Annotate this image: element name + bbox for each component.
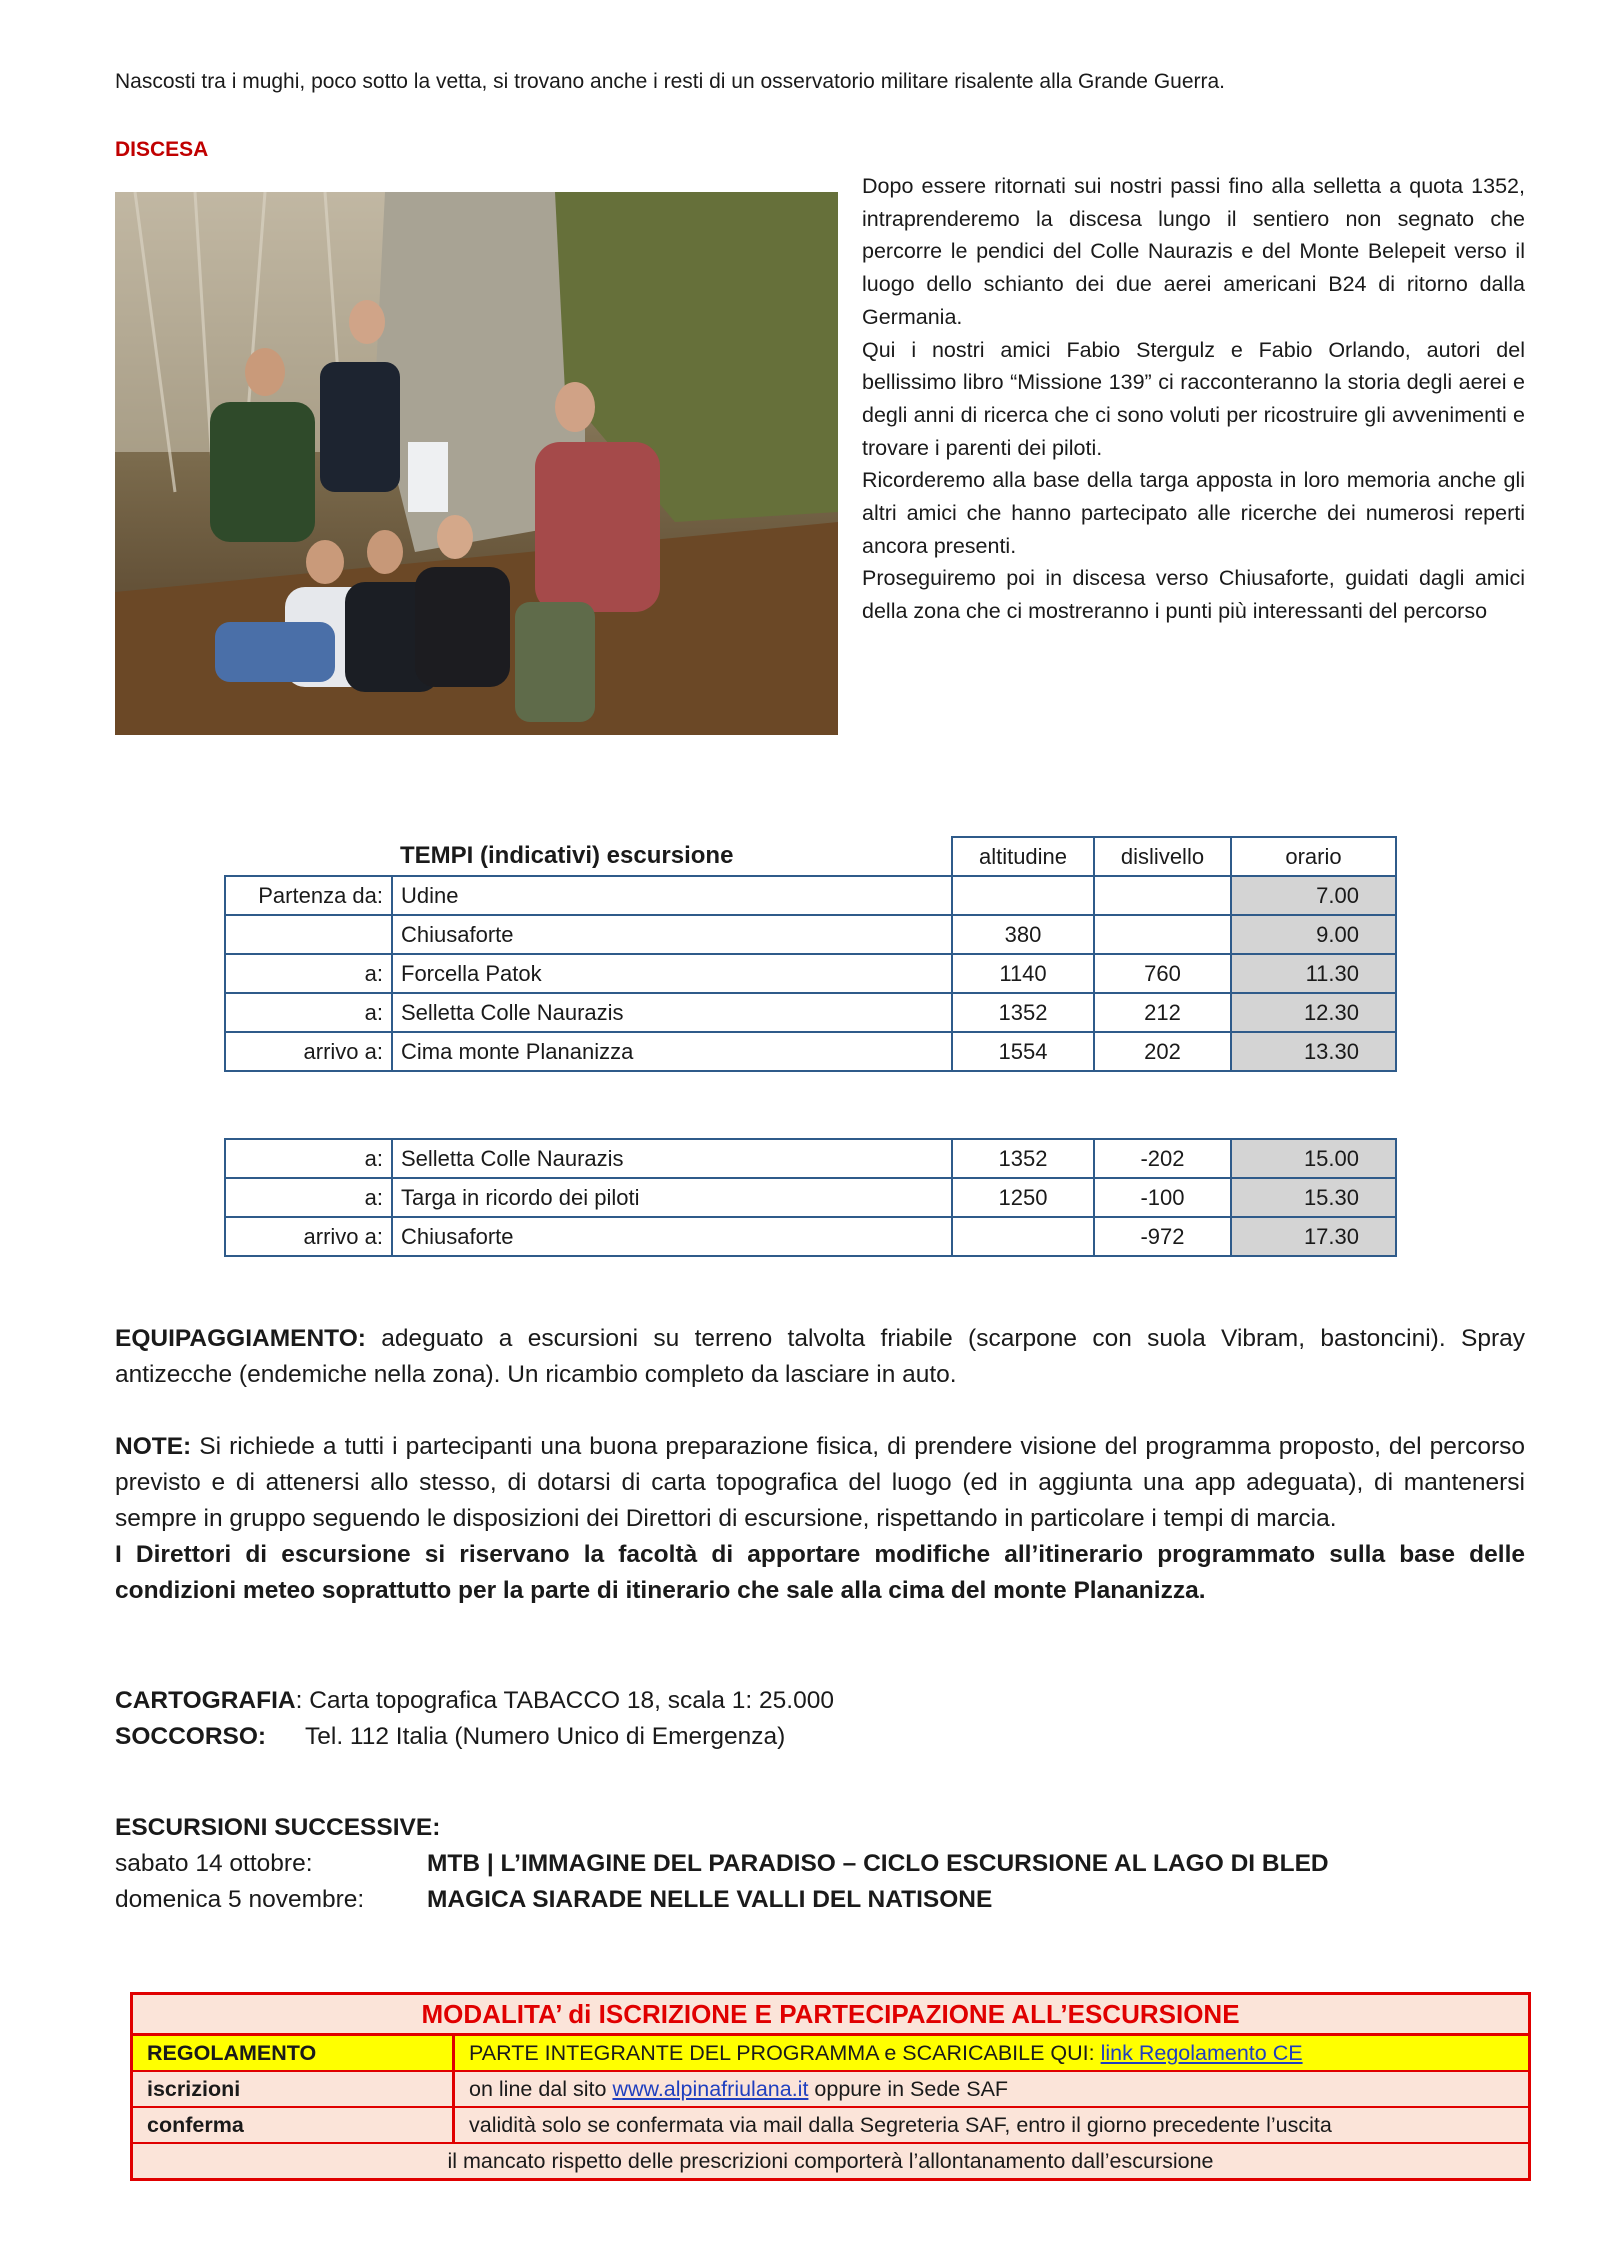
- row-location: Forcella Patok: [392, 954, 952, 993]
- row-altitudine: 1140: [952, 954, 1094, 993]
- iscrizione-footer: il mancato rispetto delle prescrizioni comporterà l’allontanamento dall’escursione: [447, 2149, 1214, 2173]
- iscrizioni-row: [133, 2072, 1528, 2108]
- row-orario: 15.30: [1231, 1178, 1396, 1217]
- row-location: Cima monte Plananizza: [392, 1032, 952, 1071]
- iscrizioni-value: [455, 2072, 1008, 2106]
- header-orario: orario: [1231, 837, 1396, 876]
- row-dislivello: [1094, 915, 1231, 954]
- table-row: [225, 1217, 1396, 1256]
- group-photo-image: [115, 192, 838, 735]
- iscrizione-box: [130, 1992, 1531, 2181]
- intro-paragraph: Nascosti tra i mughi, poco sotto la vetta, si trovano anche i resti di un osservatorio militare risalente alla Grande Guerra.: [115, 70, 1226, 93]
- note-label: NOTE:: [115, 1433, 192, 1460]
- discesa-paragraph: Ricorderemo alla base della targa apposta in loro memoria anche gli altri amici che hanno partecipato alle ricerche dei numerosi reperti ancora presenti.: [862, 468, 1525, 558]
- row-location: Selletta Colle Naurazis: [392, 1139, 952, 1178]
- discesa-description: [862, 170, 1525, 628]
- row-orario: 12.30: [1231, 993, 1396, 1032]
- row-altitudine: 1352: [952, 1139, 1094, 1178]
- successive-date: domenica 5 novembre:: [115, 1886, 365, 1913]
- tempi-table-salita: [224, 836, 1397, 1072]
- soccorso-label: SOCCORSO:: [115, 1723, 267, 1750]
- row-dislivello: [1094, 876, 1231, 915]
- regolamento-link[interactable]: link Regolamento CE: [1100, 2041, 1303, 2065]
- regolamento-value: [455, 2036, 1303, 2070]
- tempi-table-discesa: [224, 1138, 1397, 1257]
- row-location: Targa in ricordo dei piloti: [392, 1178, 952, 1217]
- row-location: Chiusaforte: [392, 915, 952, 954]
- row-dislivello: 760: [1094, 954, 1231, 993]
- conferma-value: validità solo se confermata via mail dalla Segreteria SAF, entro il giorno precedente l’uscita: [469, 2113, 1332, 2137]
- row-label: a:: [225, 954, 392, 993]
- row-dislivello: -202: [1094, 1139, 1231, 1178]
- row-dislivello: 202: [1094, 1032, 1231, 1071]
- note-text: Si richiede a tutti i partecipanti una buona preparazione fisica, di prendere visione del programma proposto, del percorso previsto e di attenersi allo stesso, di dotarsi di carta topografica del luogo (ed in aggiunta una app adeguata), di mantenersi sempre in gruppo seguendo le disposizioni dei Direttori di escursione, rispettando in particolare i tempi di marcia.: [115, 1433, 1525, 1532]
- row-altitudine: 1250: [952, 1178, 1094, 1217]
- table-row: [225, 1178, 1396, 1217]
- iscrizione-title: MODALITA’ di ISCRIZIONE E PARTECIPAZIONE ALL’ESCURSIONE: [133, 1995, 1528, 2036]
- row-orario: 15.00: [1231, 1139, 1396, 1178]
- section-heading-discesa: DISCESA: [115, 138, 209, 161]
- table-row: [225, 876, 1396, 915]
- row-label: Partenza da:: [225, 876, 392, 915]
- table-row: [225, 993, 1396, 1032]
- row-altitudine: [952, 1217, 1094, 1256]
- website-link[interactable]: www.alpinafriulana.it: [612, 2077, 809, 2101]
- soccorso-line: [115, 1719, 1525, 1755]
- group-photo: [115, 192, 838, 735]
- conferma-row: [133, 2108, 1528, 2144]
- successive-title: MTB | L’IMMAGINE DEL PARADISO – CICLO ESCURSIONE AL LAGO DI BLED: [427, 1850, 1329, 1877]
- cartografia-label: CARTOGRAFIA: [115, 1687, 296, 1714]
- row-orario: 17.30: [1231, 1217, 1396, 1256]
- iscrizioni-text-post: oppure in Sede SAF: [808, 2077, 1009, 2101]
- table-row: [225, 954, 1396, 993]
- successive-date: sabato 14 ottobre:: [115, 1850, 313, 1877]
- note-bold-text: I Direttori di escursione si riservano la facoltà di apportare modifiche all’itinerario programmato sulla base delle condizioni meteo soprattutto per la parte di itinerario che sale alla cima del monte Plananizza.: [115, 1541, 1525, 1604]
- table-title: TEMPI (indicativi) escursione: [392, 837, 952, 876]
- row-orario: 7.00: [1231, 876, 1396, 915]
- row-orario: 9.00: [1231, 915, 1396, 954]
- table-row: [225, 915, 1396, 954]
- row-orario: 11.30: [1231, 954, 1396, 993]
- discesa-paragraph: Qui i nostri amici Fabio Stergulz e Fabio Orlando, autori del bellissimo libro “Missione 139” ci racconteranno la storia degli aerei e degli anni di ricerca che ci sono voluti per ricostruire gli avvenimenti e trovare i parenti dei piloti.: [862, 337, 1525, 460]
- row-label: a:: [225, 1178, 392, 1217]
- header-altitudine: altitudine: [952, 837, 1094, 876]
- equipaggiamento-label: EQUIPAGGIAMENTO:: [115, 1325, 366, 1352]
- table-header-row: [225, 837, 1396, 876]
- row-altitudine: 1352: [952, 993, 1094, 1032]
- row-dislivello: -972: [1094, 1217, 1231, 1256]
- iscrizioni-label: iscrizioni: [133, 2072, 455, 2106]
- discesa-paragraph: Proseguiremo poi in discesa verso Chiusaforte, guidati dagli amici della zona che ci mostreranno i punti più interessanti del percorso: [862, 566, 1525, 624]
- soccorso-text: Tel. 112 Italia (Numero Unico di Emergenza): [305, 1723, 786, 1750]
- discesa-paragraph: Dopo essere ritornati sui nostri passi fino alla selletta a quota 1352, intraprenderemo la discesa lungo il sentiero non segnato che percorre le pendici del Colle Naurazis e del Monte Belepeit verso il luogo dello schianto dei due aerei americani B24 di ritorno dalla Germania.: [862, 174, 1525, 329]
- regolamento-row: [133, 2036, 1528, 2072]
- cartografia-line: [115, 1683, 1525, 1719]
- row-dislivello: -100: [1094, 1178, 1231, 1217]
- row-altitudine: 1554: [952, 1032, 1094, 1071]
- regolamento-text: PARTE INTEGRANTE DEL PROGRAMMA e SCARICABILE QUI:: [469, 2041, 1101, 2065]
- row-location: Chiusaforte: [392, 1217, 952, 1256]
- successive-label: ESCURSIONI SUCCESSIVE:: [115, 1814, 441, 1841]
- escursioni-successive: [115, 1810, 1525, 1918]
- equipaggiamento-section: [115, 1321, 1525, 1393]
- row-orario: 13.30: [1231, 1032, 1396, 1071]
- row-location: Selletta Colle Naurazis: [392, 993, 952, 1032]
- row-label: arrivo a:: [225, 1032, 392, 1071]
- header-dislivello: dislivello: [1094, 837, 1231, 876]
- row-location: Udine: [392, 876, 952, 915]
- cartografia-text: : Carta topografica TABACCO 18, scala 1: 25.000: [295, 1687, 834, 1714]
- list-item: [115, 1882, 1525, 1918]
- note-section: [115, 1429, 1525, 1609]
- regolamento-label: REGOLAMENTO: [133, 2036, 455, 2070]
- row-label: a:: [225, 1139, 392, 1178]
- row-dislivello: 212: [1094, 993, 1231, 1032]
- row-label: a:: [225, 993, 392, 1032]
- list-item: [115, 1846, 1525, 1882]
- table-row: [225, 1032, 1396, 1071]
- row-label: arrivo a:: [225, 1217, 392, 1256]
- row-altitudine: [952, 876, 1094, 915]
- table-row: [225, 1139, 1396, 1178]
- equipaggiamento-text: adeguato a escursioni su terreno talvolta friabile (scarpone con suola Vibram, bastoncini). Spray antizecche (endemiche nella zona). Un ricambio completo da lasciare in auto.: [115, 1325, 1525, 1388]
- iscrizioni-text: on line dal sito: [469, 2077, 613, 2101]
- header-blank: [225, 837, 392, 876]
- conferma-label: conferma: [133, 2108, 455, 2142]
- successive-title: MAGICA SIARADE NELLE VALLI DEL NATISONE: [427, 1886, 993, 1913]
- row-altitudine: 380: [952, 915, 1094, 954]
- info-section: [115, 1683, 1525, 1755]
- row-label: [225, 915, 392, 954]
